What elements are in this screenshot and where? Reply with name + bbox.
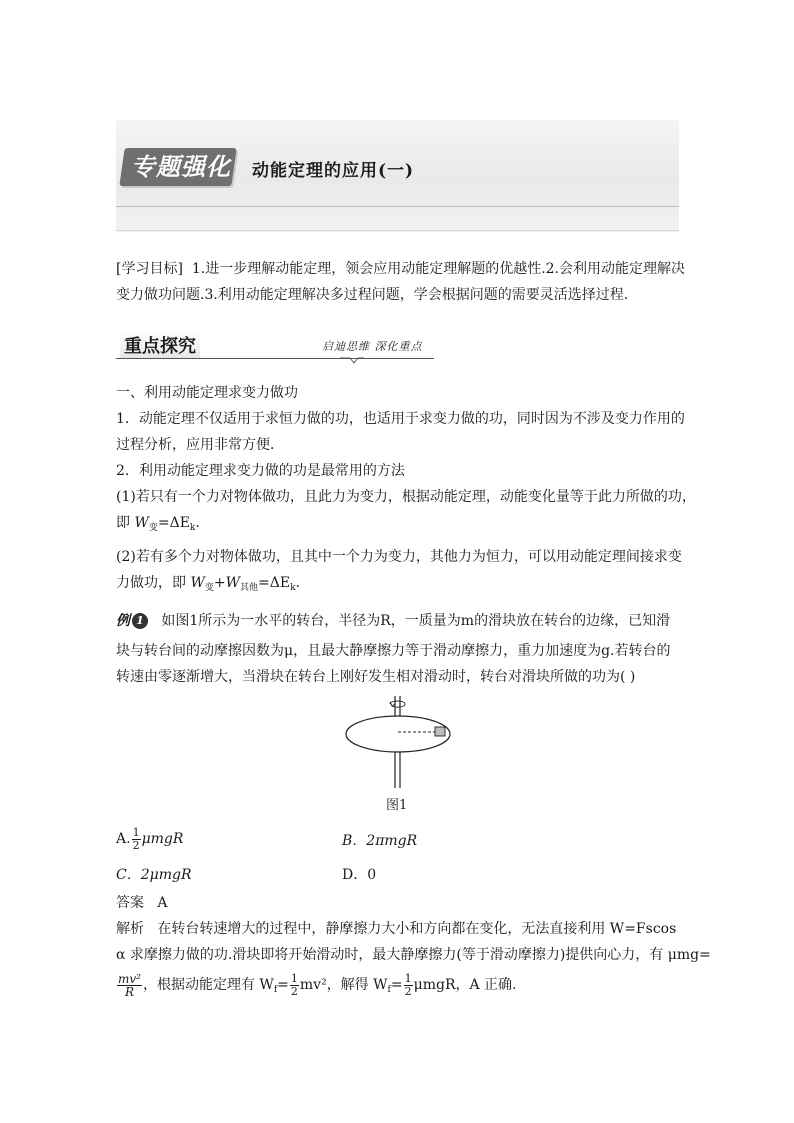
- objectives-line-2: 变力做功问题.3.利用动能定理解决多过程问题，学会根据问题的需要灵活选择过程.: [116, 287, 629, 303]
- section-marker: [340, 354, 364, 364]
- fraction: $\frac{\text{mv²}}{R}$: [118, 971, 141, 999]
- divider: [116, 206, 679, 207]
- part-heading: 一、利用动能定理求变力做功: [116, 385, 298, 401]
- topic-badge-label: 专题强化: [131, 153, 231, 181]
- paragraph: (1)若只有一个力对物体做功，且此力为变力，根据动能定理，动能变化量等于此力所做的功，: [116, 489, 696, 505]
- option-c: C．2μmgR: [116, 867, 192, 883]
- option-d: D．0: [342, 867, 377, 883]
- analysis-line-1: 解析 在转台转速增大的过程中，静摩擦力大小和方向都在变化，无法直接利用 W=Fscos: [116, 921, 677, 937]
- paragraph: 1．动能定理不仅适用于求恒力做的功，也适用于求变力做的功，同时因为不涉及变力作用的: [116, 411, 685, 427]
- option-b: B．2πmgR: [342, 833, 418, 849]
- example-line-3: 转速由零逐渐增大，当滑块在转台上刚好发生相对滑动时，转台对滑块所做的功为( ): [116, 669, 636, 685]
- fraction: $\frac{1}{2}$: [290, 971, 298, 998]
- section-subtitle: 启迪思维 深化重点: [322, 340, 423, 353]
- fraction: $\frac{1}{2}$: [132, 825, 140, 852]
- answer-line: 答案 A: [116, 895, 168, 911]
- example-line-2: 块与转台间的动摩擦因数为μ，且最大静摩擦力等于滑动摩擦力，重力加速度为g.若转台的: [116, 643, 671, 659]
- option-a: A. $\frac{1}{2}$ μmgR: [116, 825, 184, 852]
- section-underline: [116, 358, 434, 359]
- figure-caption: 图1: [386, 798, 408, 813]
- analysis-line-2: α 求摩擦力做的功.滑块即将开始滑动时，最大静摩擦力(等于滑动摩擦力)提供向心力，有 μmg=: [116, 947, 711, 963]
- paragraph: (2)若有多个力对物体做功，且其中一个力为变力，其他力为恒力，可以用动能定理间接求变: [116, 549, 682, 565]
- page-title: 动能定理的应用(一): [252, 161, 415, 181]
- example-line-1: 例 1 如图1所示为一水平的转台，半径为R，一质量为m的滑块放在转台的边缘，已知滑: [116, 613, 671, 629]
- section-title: 重点探究: [120, 332, 200, 358]
- analysis-line-3: $\frac{\text{mv²}}{R}$ ，根据动能定理有 $W_f=$ $\frac{1}{2}$ mv²，解得 $W_f=$ $\frac{1}{2}$ μmgR，A 正确.: [118, 971, 517, 999]
- turntable-figure: [340, 696, 460, 788]
- formula-line: 力做功，即 $W_变+W_{其他}=\Delta E_k$.: [116, 575, 300, 593]
- divider: [116, 230, 679, 231]
- paragraph: 2．利用动能定理求变力做的功是最常用的方法: [116, 463, 405, 479]
- formula-line: 即 $W_变=\Delta E_k$.: [116, 515, 200, 533]
- paragraph: 过程分析，应用非常方便．: [116, 437, 284, 453]
- objectives-line-1: [学习目标] 1.进一步理解动能定理，领会应用动能定理解题的优越性.2.会利用动能定理解决: [116, 261, 686, 277]
- example-number-badge: 1: [132, 613, 148, 629]
- fraction: $\frac{1}{2}$: [404, 971, 412, 998]
